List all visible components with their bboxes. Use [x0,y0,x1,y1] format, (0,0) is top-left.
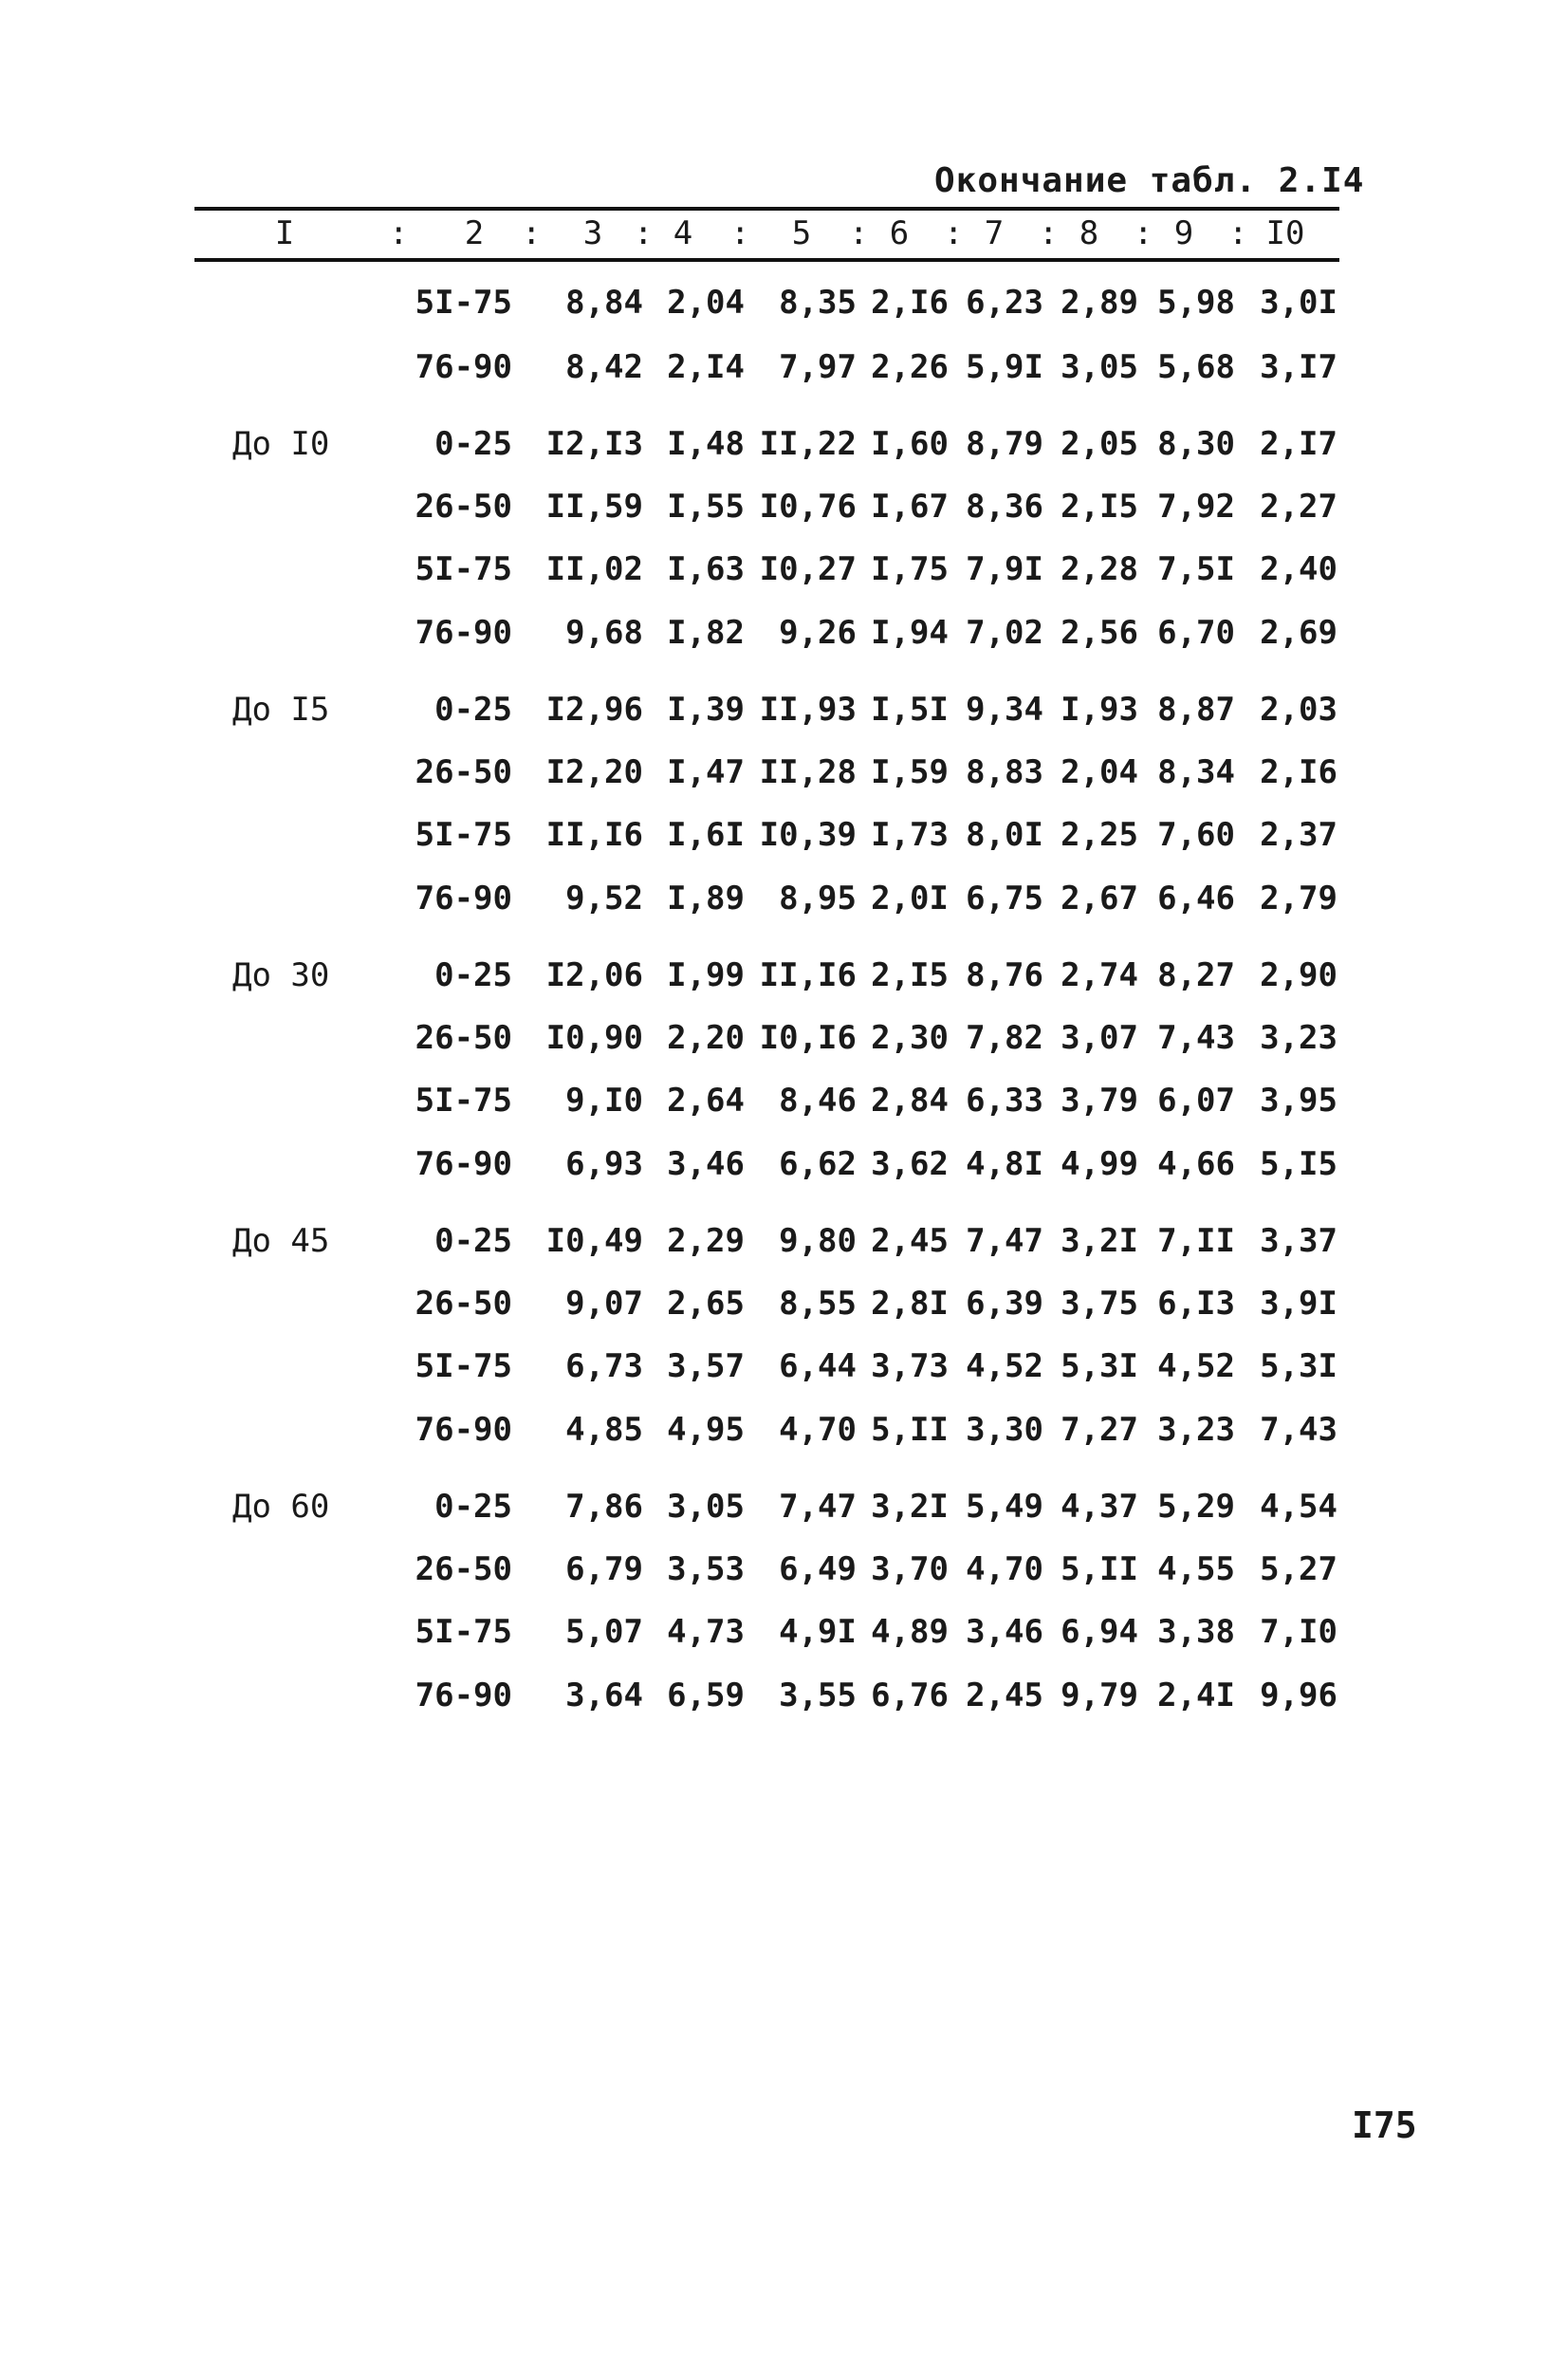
value-cell-col5: 8,46 [779,1082,857,1120]
value-cell-col5: 9,80 [779,1222,857,1260]
value-cell-col10: 2,37 [1260,816,1337,854]
value-cell-col6: 6,76 [871,1677,949,1714]
value-cell-col9: 2,4I [1157,1677,1235,1714]
value-cell-col9: 7,43 [1157,1019,1235,1057]
value-cell-col3: 3,64 [565,1677,643,1714]
range-cell: 5I-75 [415,1613,512,1651]
value-cell-col6: 2,8I [871,1285,949,1323]
value-cell-col9: 6,07 [1157,1082,1235,1120]
value-cell-col4: 2,29 [667,1222,745,1260]
value-cell-col9: 5,98 [1157,284,1235,322]
value-cell-col5: II,22 [759,425,857,463]
value-cell-col10: 5,27 [1260,1550,1337,1588]
group-label: До I5 [232,691,330,729]
value-cell-col9: 3,23 [1157,1411,1235,1449]
value-cell-col10: 3,0I [1260,284,1337,322]
value-cell-col4: I,63 [667,550,745,588]
column-header-8: 8 [1079,214,1099,252]
value-cell-col3: 8,42 [565,348,643,386]
value-cell-col9: 7,92 [1157,488,1235,526]
table-row [0,749,1568,796]
value-cell-col9: 8,34 [1157,753,1235,791]
table-row [0,686,1568,733]
value-cell-col10: 5,I5 [1260,1145,1337,1183]
value-cell-col4: 3,05 [667,1488,745,1526]
value-cell-col10: 5,3I [1260,1347,1337,1385]
value-cell-col7: 7,9I [966,550,1043,588]
value-cell-col6: I,5I [871,691,949,729]
column-header-4: 4 [673,214,693,252]
range-cell: 26-50 [415,1019,512,1057]
range-cell: 76-90 [415,614,512,652]
value-cell-col9: 4,55 [1157,1550,1235,1588]
value-cell-col3: 7,86 [565,1488,643,1526]
value-cell-col9: 5,29 [1157,1488,1235,1526]
value-cell-col7: 6,39 [966,1285,1043,1323]
range-cell: 76-90 [415,1145,512,1183]
column-header-6: 6 [889,214,910,252]
value-cell-col7: 7,47 [966,1222,1043,1260]
column-separator: : [389,214,409,252]
value-cell-col8: 5,3I [1061,1347,1138,1385]
value-cell-col5: 4,70 [779,1411,857,1449]
value-cell-col8: 2,67 [1061,880,1138,917]
value-cell-col5: 7,47 [779,1488,857,1526]
value-cell-col10: 3,37 [1260,1222,1337,1260]
value-cell-col3: 4,85 [565,1411,643,1449]
table-row [0,546,1568,593]
value-cell-col6: I,59 [871,753,949,791]
value-cell-col8: 3,75 [1061,1285,1138,1323]
value-cell-col6: 2,I5 [871,956,949,994]
value-cell-col7: 5,49 [966,1488,1043,1526]
value-cell-col8: 9,79 [1061,1677,1138,1714]
value-cell-col7: 8,0I [966,816,1043,854]
value-cell-col3: 9,52 [565,880,643,917]
value-cell-col3: 9,I0 [565,1082,643,1120]
value-cell-col3: I2,96 [545,691,643,729]
value-cell-col6: I,94 [871,614,949,652]
range-cell: 76-90 [415,880,512,917]
value-cell-col9: 8,30 [1157,425,1235,463]
page-number: I75 [1352,2104,1417,2146]
value-cell-col5: 4,9I [779,1613,857,1651]
range-cell: 76-90 [415,348,512,386]
value-cell-col7: 7,02 [966,614,1043,652]
value-cell-col8: 2,I5 [1061,488,1138,526]
value-cell-col5: I0,39 [759,816,857,854]
value-cell-col7: 2,45 [966,1677,1043,1714]
value-cell-col7: 4,8I [966,1145,1043,1183]
table-row [0,1217,1568,1265]
value-cell-col4: I,39 [667,691,745,729]
range-cell: 5I-75 [415,1082,512,1120]
value-cell-col8: 2,74 [1061,956,1138,994]
value-cell-col9: 7,60 [1157,816,1235,854]
value-cell-col8: 6,94 [1061,1613,1138,1651]
value-cell-col3: 6,73 [565,1347,643,1385]
value-cell-col6: 3,2I [871,1488,949,1526]
table-caption: Окончание табл. 2.I4 [934,161,1365,200]
value-cell-col4: I,99 [667,956,745,994]
value-cell-col7: 8,36 [966,488,1043,526]
rule-top [194,207,1339,211]
value-cell-col8: 2,05 [1061,425,1138,463]
value-cell-col9: 7,5I [1157,550,1235,588]
value-cell-col3: I0,49 [545,1222,643,1260]
value-cell-col3: II,I6 [545,816,643,854]
value-cell-col6: 3,70 [871,1550,949,1588]
value-cell-col7: 4,70 [966,1550,1043,1588]
column-separator: : [522,214,542,252]
column-separator: : [634,214,654,252]
range-cell: 0-25 [434,691,512,729]
value-cell-col5: 3,55 [779,1677,857,1714]
value-cell-col7: 8,79 [966,425,1043,463]
range-cell: 26-50 [415,753,512,791]
value-cell-col10: 2,03 [1260,691,1337,729]
value-cell-col4: 2,64 [667,1082,745,1120]
table-row [0,343,1568,391]
value-cell-col3: 6,93 [565,1145,643,1183]
range-cell: 76-90 [415,1411,512,1449]
value-cell-col9: 5,68 [1157,348,1235,386]
table-row [0,1406,1568,1454]
value-cell-col4: 3,53 [667,1550,745,1588]
value-cell-col5: II,I6 [759,956,857,994]
group-label: До I0 [232,425,330,463]
column-separator: : [1228,214,1248,252]
value-cell-col8: 7,27 [1061,1411,1138,1449]
value-cell-col5: 9,26 [779,614,857,652]
table-row [0,1343,1568,1390]
value-cell-col4: 3,46 [667,1145,745,1183]
value-cell-col3: I2,06 [545,956,643,994]
column-header-7: 7 [984,214,1005,252]
value-cell-col4: 2,65 [667,1285,745,1323]
table-row [0,811,1568,859]
value-cell-col9: 4,66 [1157,1145,1235,1183]
table-row [0,1140,1568,1188]
value-cell-col8: 2,28 [1061,550,1138,588]
column-separator: : [944,214,964,252]
range-cell: 26-50 [415,1285,512,1323]
value-cell-col5: 6,44 [779,1347,857,1385]
value-cell-col10: 2,40 [1260,550,1337,588]
value-cell-col6: 2,26 [871,348,949,386]
value-cell-col7: 6,33 [966,1082,1043,1120]
table-row [0,952,1568,999]
value-cell-col8: 3,05 [1061,348,1138,386]
value-cell-col10: 2,I6 [1260,753,1337,791]
value-cell-col4: 4,95 [667,1411,745,1449]
group-label: До 30 [232,956,330,994]
table-row [0,1672,1568,1719]
value-cell-col7: 6,75 [966,880,1043,917]
value-cell-col10: 2,I7 [1260,425,1337,463]
value-cell-col6: 3,73 [871,1347,949,1385]
value-cell-col3: II,02 [545,550,643,588]
group-label: До 45 [232,1222,330,1260]
value-cell-col8: 2,25 [1061,816,1138,854]
value-cell-col9: 8,27 [1157,956,1235,994]
value-cell-col6: I,73 [871,816,949,854]
range-cell: 5I-75 [415,550,512,588]
value-cell-col7: 8,83 [966,753,1043,791]
table-row [0,1280,1568,1327]
value-cell-col7: 5,9I [966,348,1043,386]
value-cell-col9: 6,I3 [1157,1285,1235,1323]
column-header-1: I [274,214,295,252]
range-cell: 0-25 [434,1222,512,1260]
column-separator: : [730,214,750,252]
value-cell-col9: 6,70 [1157,614,1235,652]
value-cell-col5: II,28 [759,753,857,791]
value-cell-col4: I,82 [667,614,745,652]
value-cell-col10: 3,9I [1260,1285,1337,1323]
value-cell-col10: 3,I7 [1260,348,1337,386]
value-cell-col3: II,59 [545,488,643,526]
value-cell-col8: 4,37 [1061,1488,1138,1526]
value-cell-col8: 2,89 [1061,284,1138,322]
value-cell-col8: I,93 [1061,691,1138,729]
value-cell-col4: 6,59 [667,1677,745,1714]
value-cell-col3: 5,07 [565,1613,643,1651]
value-cell-col7: 6,23 [966,284,1043,322]
value-cell-col4: 2,04 [667,284,745,322]
column-header-3: 3 [582,214,603,252]
value-cell-col8: 5,II [1061,1550,1138,1588]
column-header-9: 9 [1173,214,1194,252]
value-cell-col10: 4,54 [1260,1488,1337,1526]
value-cell-col6: 2,I6 [871,284,949,322]
value-cell-col6: 3,62 [871,1145,949,1183]
value-cell-col5: I0,76 [759,488,857,526]
value-cell-col8: 3,07 [1061,1019,1138,1057]
value-cell-col10: 2,27 [1260,488,1337,526]
value-cell-col7: 3,30 [966,1411,1043,1449]
value-cell-col3: 8,84 [565,284,643,322]
value-cell-col5: I0,I6 [759,1019,857,1057]
value-cell-col4: 4,73 [667,1613,745,1651]
value-cell-col10: 7,43 [1260,1411,1337,1449]
value-cell-col3: I0,90 [545,1019,643,1057]
value-cell-col8: 3,2I [1061,1222,1138,1260]
value-cell-col3: I2,I3 [545,425,643,463]
value-cell-col3: 9,07 [565,1285,643,1323]
value-cell-col3: I2,20 [545,753,643,791]
value-cell-col6: I,67 [871,488,949,526]
column-separator: : [1134,214,1153,252]
value-cell-col5: 8,55 [779,1285,857,1323]
table-row [0,1546,1568,1593]
value-cell-col5: 8,35 [779,284,857,322]
value-cell-col4: 2,20 [667,1019,745,1057]
table-row [0,1014,1568,1062]
value-cell-col10: 9,96 [1260,1677,1337,1714]
value-cell-col10: 2,79 [1260,880,1337,917]
value-cell-col4: I,89 [667,880,745,917]
value-cell-col10: 2,69 [1260,614,1337,652]
value-cell-col9: 8,87 [1157,691,1235,729]
value-cell-col5: 6,62 [779,1145,857,1183]
value-cell-col7: 4,52 [966,1347,1043,1385]
table-row [0,279,1568,326]
value-cell-col6: 5,II [871,1411,949,1449]
value-cell-col6: 4,89 [871,1613,949,1651]
range-cell: 26-50 [415,488,512,526]
value-cell-col5: 7,97 [779,348,857,386]
column-header-5: 5 [791,214,812,252]
column-header-2: 2 [464,214,485,252]
value-cell-col4: I,48 [667,425,745,463]
column-header-10: I0 [1265,214,1305,252]
value-cell-col5: 6,49 [779,1550,857,1588]
column-separator: : [849,214,869,252]
table-row [0,609,1568,657]
value-cell-col9: 4,52 [1157,1347,1235,1385]
range-cell: 5I-75 [415,816,512,854]
value-cell-col10: 3,95 [1260,1082,1337,1120]
range-cell: 26-50 [415,1550,512,1588]
value-cell-col4: 2,I4 [667,348,745,386]
value-cell-col7: 9,34 [966,691,1043,729]
group-label: До 60 [232,1488,330,1526]
table-row [0,420,1568,468]
range-cell: 0-25 [434,956,512,994]
value-cell-col8: 4,99 [1061,1145,1138,1183]
column-separator: : [1039,214,1059,252]
value-cell-col7: 3,46 [966,1613,1043,1651]
value-cell-col6: 2,30 [871,1019,949,1057]
rule-header [194,258,1339,262]
table-row [0,1608,1568,1656]
value-cell-col10: 3,23 [1260,1019,1337,1057]
value-cell-col10: 7,I0 [1260,1613,1337,1651]
value-cell-col3: 9,68 [565,614,643,652]
value-cell-col8: 2,04 [1061,753,1138,791]
range-cell: 0-25 [434,1488,512,1526]
value-cell-col6: 2,84 [871,1082,949,1120]
value-cell-col9: 6,46 [1157,880,1235,917]
value-cell-col5: I0,27 [759,550,857,588]
value-cell-col9: 7,II [1157,1222,1235,1260]
range-cell: 5I-75 [415,284,512,322]
value-cell-col7: 7,82 [966,1019,1043,1057]
value-cell-col5: 8,95 [779,880,857,917]
value-cell-col6: 2,0I [871,880,949,917]
value-cell-col8: 2,56 [1061,614,1138,652]
table-row [0,875,1568,922]
range-cell: 5I-75 [415,1347,512,1385]
value-cell-col6: 2,45 [871,1222,949,1260]
value-cell-col4: I,55 [667,488,745,526]
value-cell-col4: I,47 [667,753,745,791]
value-cell-col10: 2,90 [1260,956,1337,994]
value-cell-col3: 6,79 [565,1550,643,1588]
table-row [0,483,1568,530]
value-cell-col6: I,60 [871,425,949,463]
value-cell-col5: II,93 [759,691,857,729]
value-cell-col7: 8,76 [966,956,1043,994]
value-cell-col8: 3,79 [1061,1082,1138,1120]
range-cell: 0-25 [434,425,512,463]
value-cell-col4: I,6I [667,816,745,854]
table-row [0,1077,1568,1124]
range-cell: 76-90 [415,1677,512,1714]
value-cell-col4: 3,57 [667,1347,745,1385]
value-cell-col6: I,75 [871,550,949,588]
value-cell-col9: 3,38 [1157,1613,1235,1651]
table-row [0,1483,1568,1530]
